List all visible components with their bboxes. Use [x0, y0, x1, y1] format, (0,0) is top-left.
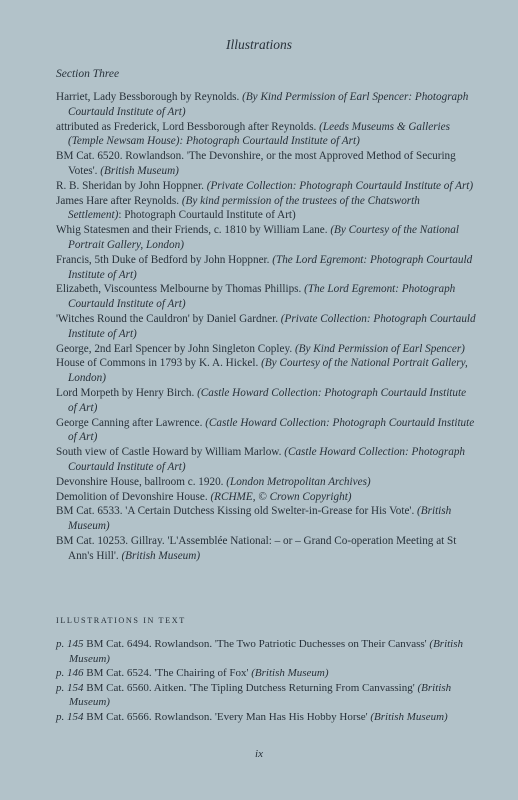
- list-item: Demolition of Devonshire House. (RCHME, © Crown Copyright): [56, 490, 352, 503]
- page-reference: p. 145: [56, 638, 84, 650]
- list-item: p. 146 BM Cat. 6524. 'The Chairing of Fox' (British Museum): [56, 667, 329, 680]
- list-item: BM Cat. 6533. 'A Certain Dutchess Kissing old Swelter-in-Grease for His Vote'. (British Museum): [56, 505, 452, 533]
- list-item: Harriet, Lady Bessborough by Reynolds. (By Kind Permission of Earl Spencer: Photograph Courtauld Institute of Art): [56, 91, 469, 118]
- list-item: p. 145 BM Cat. 6494. Rowlandson. 'The Two Patriotic Duchesses on Their Canvass' (British Museum): [56, 638, 464, 665]
- list-item: George, 2nd Earl Spencer by John Singleton Copley. (By Kind Permission of Earl Spencer): [56, 342, 465, 355]
- list-item: 'Witches Round the Cauldron' by Daniel Gardner. (Private Collection: Photograph Courtauld Institute of Art): [56, 312, 476, 340]
- list-item: Elizabeth, Viscountess Melbourne by Thomas Phillips. (The Lord Egremont: Photograph Courtauld Institute of Art): [56, 283, 456, 311]
- page-reference: p. 154: [56, 681, 84, 694]
- list-item: Whig Statesmen and their Friends, c. 1810 by William Lane. (By Courtesy of the National Portrait Gallery, London): [56, 224, 459, 251]
- illustration-list: [56, 90, 476, 564]
- text-illustrations-heading: ILLUSTRATIONS IN TEXT: [56, 616, 186, 625]
- list-item: Devonshire House, ballroom c. 1920. (London Metropolitan Archives): [56, 475, 371, 488]
- list-item: Lord Morpeth by Henry Birch. (Castle Howard Collection: Photograph Courtauld Institute of Art): [56, 386, 467, 414]
- list-item: House of Commons in 1793 by K. A. Hickel. (By Courtesy of the National Portrait Gallery, London): [56, 357, 468, 385]
- section-heading: Section Three: [56, 68, 120, 80]
- list-item: R. B. Sheridan by John Hoppner. (Private Collection: Photograph Courtauld Institute of Art): [56, 179, 474, 192]
- list-item: South view of Castle Howard by William Marlow. (Castle Howard Collection: Photograph Courtauld Institute of Art): [56, 446, 466, 473]
- list-item: BM Cat. 10253. Gillray. 'L'Assemblée National: – or – Grand Co-operation Meeting at St Ann's Hill'. (British Museum): [56, 534, 457, 562]
- page-reference: p. 154: [56, 710, 84, 723]
- list-item: Francis, 5th Duke of Bedford by John Hoppner. (The Lord Egremont: Photograph Courtauld Institute of Art): [56, 253, 473, 281]
- list-item: p. 154 BM Cat. 6566. Rowlandson. 'Every Man Has His Hobby Horse' (British Museum): [56, 710, 448, 723]
- list-item: BM Cat. 6520. Rowlandson. 'The Devonshire, or the most Approved Method of Securing Votes'. (British Museum): [56, 150, 456, 177]
- text-illustrations-list: [56, 637, 476, 725]
- list-item: attributed as Frederick, Lord Bessborough after Reynolds. (Leeds Museums & Galleries (Temple Newsam House): Photograph Courtauld Institute of Art): [56, 120, 450, 148]
- list-item: James Hare after Reynolds. (By kind permission of the trustees of the Chatsworth Settlement): Photograph Courtauld Institute of Art): [56, 194, 420, 222]
- page-number: ix: [255, 748, 263, 760]
- list-item: p. 154 BM Cat. 6560. Aitken. 'The Tipling Dutchess Returning From Canvassing' (British Museum): [56, 681, 452, 709]
- list-item: George Canning after Lawrence. (Castle Howard Collection: Photograph Courtauld Institute of Art): [56, 416, 475, 444]
- page-title: Illustrations: [225, 37, 292, 52]
- page-reference: p. 146: [56, 667, 84, 680]
